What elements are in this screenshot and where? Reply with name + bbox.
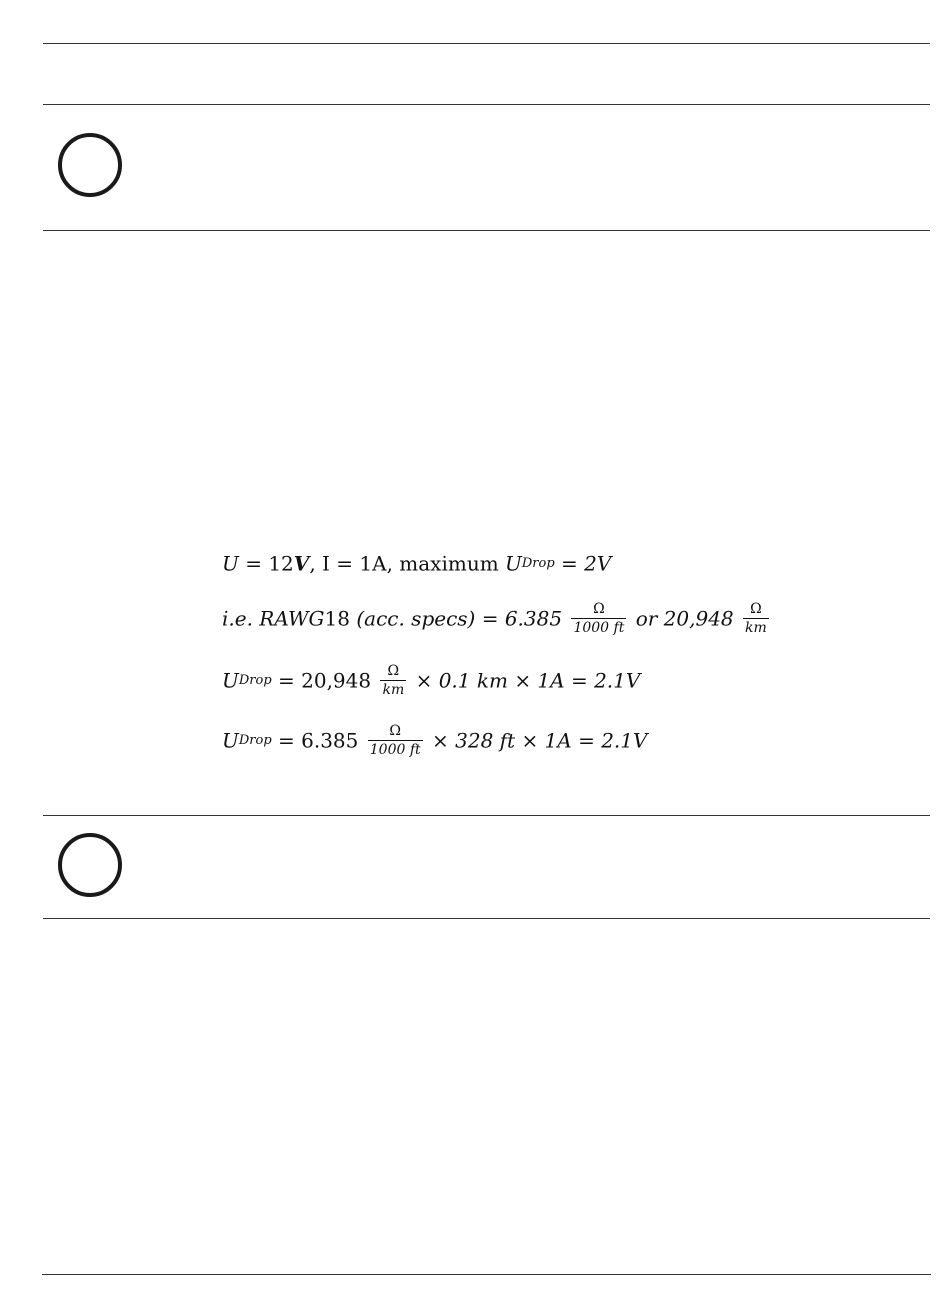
drop-subscript: Drop	[521, 556, 555, 571]
fraction-denominator: 1000 ft	[573, 620, 625, 636]
fraction-numerator: Ω	[750, 601, 762, 617]
drop-subscript: Drop	[238, 733, 272, 748]
u-symbol: U	[222, 728, 239, 753]
max-drop-value: = 2V	[554, 551, 612, 576]
fraction-numerator: Ω	[593, 601, 605, 617]
formula-line-4	[222, 724, 647, 757]
fraction-denominator: km	[382, 682, 405, 698]
calc-rest: × 0.1 km × 1A = 2.1V	[409, 668, 641, 693]
notice2-rule-bottom	[43, 918, 930, 919]
eq-value: = 6.385	[271, 728, 365, 753]
calc-rest: × 328 ft × 1A = 2.1V	[425, 728, 648, 753]
drop-subscript: Drop	[238, 673, 272, 688]
formula-line-1	[222, 552, 611, 574]
fraction-denominator: km	[745, 620, 767, 636]
fraction-numerator: Ω	[389, 723, 401, 739]
fraction-ohm-per-1000ft	[571, 602, 626, 635]
notice-circle-icon	[58, 133, 122, 197]
spec-text: (acc. specs) = 6.385	[349, 606, 569, 631]
volt-symbol: V	[293, 551, 310, 576]
awg-number: 18	[324, 606, 350, 631]
header-rule-top	[43, 43, 930, 44]
current-text: , I = 1A, maximum	[309, 551, 506, 576]
notice-rule-bottom	[43, 230, 930, 231]
fraction-denominator: 1000 ft	[369, 742, 421, 758]
u-symbol: U	[222, 551, 239, 576]
notice2-rule-top	[43, 815, 930, 816]
awg-label: i.e. RAWG	[222, 606, 325, 631]
formula-line-2	[222, 602, 772, 635]
fraction-ohm-per-km	[380, 664, 406, 697]
fraction-numerator: Ω	[387, 663, 400, 679]
eq-value: = 12	[238, 551, 294, 576]
fraction-ohm-per-km	[743, 602, 769, 635]
footer-rule	[42, 1274, 931, 1275]
u-symbol: U	[222, 668, 239, 693]
formula-line-3	[222, 664, 640, 697]
or-text: or 20,948	[629, 606, 740, 631]
notice-rule-top	[43, 104, 930, 105]
fraction-ohm-per-1000ft	[368, 724, 423, 757]
eq-value: = 20,948	[271, 668, 378, 693]
notice2-circle-icon	[58, 833, 122, 897]
u-drop-symbol: U	[505, 551, 522, 576]
